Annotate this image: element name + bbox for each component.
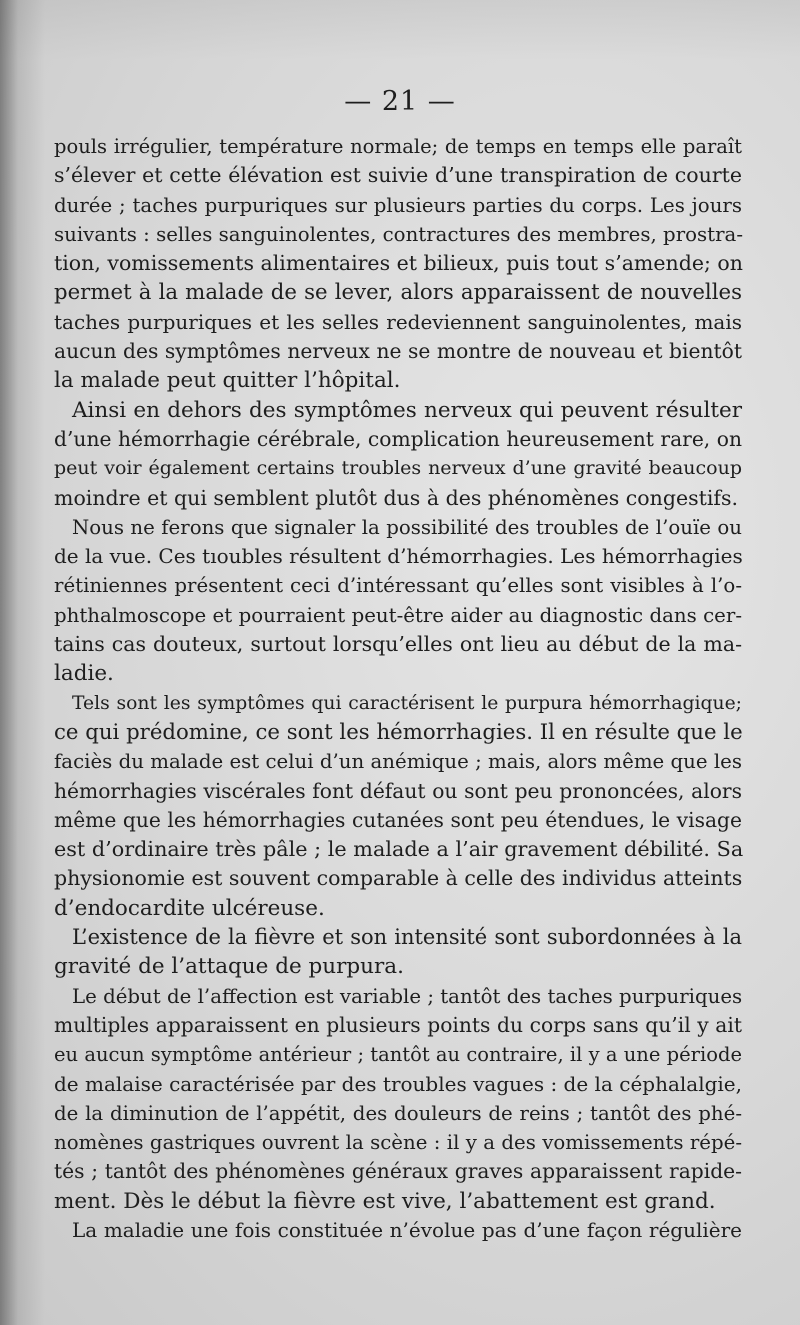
text-line: Le début de l’affection est variable ; tantôt des taches purpuriques [72, 984, 743, 1008]
text-line: taches purpuriques et les selles redeviennent sanguinolentes, mais [54, 309, 742, 334]
text-line: hémorrhagies viscérales font défaut ou sont peu prononcées, alors [54, 778, 742, 803]
text-line: s’élever et cette élévation est suivie d’une transpiration de courte [54, 163, 742, 188]
text-line: ce qui prédomine, ce sont les hémorrhagies. Il en résulte que le [54, 719, 743, 745]
text-line: d’endocardite ulcéreuse. [54, 895, 325, 921]
text-line: phthalmoscope et pourraient peut-être aider au diagnostic dans cer- [54, 603, 742, 627]
text-line: tion, vomissements alimentaires et bilieux, puis tout s’amende; on [54, 251, 743, 276]
text-line: aucun des symptômes nerveux ne se montre de nouveau et bientôt [54, 339, 742, 364]
text-line: faciès du malade est celui d’un anémique ; mais, alors même que les [54, 750, 742, 774]
text-line: suivants : selles sanguinolentes, contractures des membres, prostra- [54, 222, 743, 246]
text-line: de la vue. Ces tıoubles résultent d’hémorrhagies. Les hémorrhagies [54, 544, 743, 569]
text-line: est d’ordinaire très pâle ; le malade a l’air gravement débilité. Sa [54, 837, 744, 862]
text-line: L’existence de la fièvre et son intensité sont subordonnées à la [72, 925, 742, 950]
text-line: Nous ne ferons que signaler la possibilité des troubles de l’ouïe ou [72, 515, 742, 539]
text-line: Ainsi en dehors des symptômes nerveux qui peuvent résulter [72, 397, 742, 423]
text-line: de malaise caractérisée par des troubles vagues : de la céphalalgie, [54, 1071, 742, 1096]
page-number: — 21 — [344, 86, 456, 117]
text-line: eu aucun symptôme antérieur ; tantôt au contraire, il y a une période [54, 1043, 742, 1067]
text-line: permet à la malade de se lever, alors apparaissent de nouvelles [54, 280, 742, 306]
text-line: peut voir également certains troubles nerveux d’une gravité beaucoup [54, 457, 742, 480]
text-line: tés ; tantôt des phénomènes généraux graves apparaissent rapide- [54, 1159, 742, 1184]
text-line: multiples apparaissent en plusieurs points du corps sans qu’il y ait [54, 1012, 742, 1037]
text-line: physionomie est souvent comparable à celle des individus atteints [54, 866, 743, 891]
text-line: ladie. [54, 661, 114, 687]
text-line: La maladie une fois constituée n’évolue pas d’une façon régulière [72, 1217, 742, 1242]
text-line: la malade peut quitter l’hôpital. [54, 368, 401, 394]
text-line: gravité de l’attaque de purpura. [54, 954, 404, 980]
text-line: rétiniennes présentent ceci d’intéressant qu’elles sont visibles à l’o- [54, 574, 742, 598]
text-line: moindre et qui semblent plutôt dus à des phénomènes congestifs. [54, 485, 739, 510]
text-line: même que les hémorrhagies cutanées sont peu étendues, le visage [54, 807, 742, 832]
text-line: Tels sont les symptômes qui caractérisent le purpura hémorrhagique; [72, 692, 742, 714]
text-line: ment. Dès le début la fièvre est vive, l’abattement est grand. [54, 1188, 716, 1214]
text-line: pouls irrégulier, température normale; de temps en temps elle paraît [54, 135, 742, 158]
text-line: nomènes gastriques ouvrent la scène : il y a des vomissements répé- [54, 1131, 742, 1155]
text-line: tains cas douteux, surtout lorsqu’elles ont lieu au début de la ma- [54, 632, 742, 657]
body-text [54, 132, 742, 1245]
text-line: de la diminution de l’appétit, des douleurs de reins ; tantôt des phé- [54, 1101, 742, 1125]
text-line: d’une hémorrhagie cérébrale, complication heureusement rare, on [54, 426, 742, 451]
text-line: durée ; taches purpuriques sur plusieurs parties du corps. Les jours [54, 193, 742, 217]
